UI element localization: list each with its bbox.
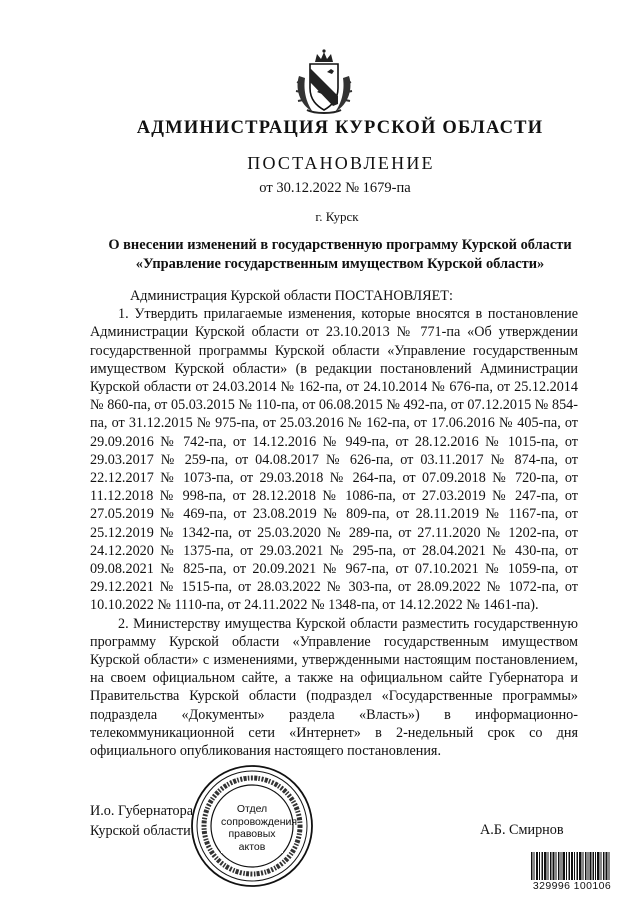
signer-position: [90, 801, 193, 841]
document-body: [90, 287, 578, 760]
coat-of-arms-emblem-icon: [293, 48, 355, 116]
organization-title: АДМИНИСТРАЦИЯ КУРСКОЙ ОБЛАСТИ: [136, 118, 544, 138]
stamp-line-1: Отдел: [236, 803, 268, 815]
subject-line-2: «Управление государственным имуществом Курской области»: [135, 256, 545, 272]
subject-line-1: О внесении изменений в государственную программу Курской области: [108, 237, 572, 253]
clause-2-paragraph: 2. Министерству имущества Курской области разместить государственную программу Курской области «Управление государственным имуществом Курской области» с изменениями, утвержденными настоящим постановлением, на своем официальном сайте, а также на официальном сайте Губернатора и Правительства Курской области (подраздел «Государственные программы» подраздела «Документы» раздела «Власть») в информационно-телекоммуникационной сети «Интернет» в 2-недельный срок со дня официального опубликования настоящего постановления.: [90, 615, 578, 760]
stamp-line-3: правовых: [228, 828, 276, 840]
signer-name: А.Б. Смирнов: [480, 822, 564, 838]
document-type: ПОСТАНОВЛЕНИЕ: [247, 153, 435, 173]
signer-position-line-1: И.о. Губернатора: [90, 803, 193, 819]
document-city: г. Курск: [315, 209, 359, 224]
signer-position-line-2: Курской области: [90, 823, 191, 839]
document-subject: [92, 236, 588, 274]
document-date-number: от 30.12.2022 № 1679-па: [259, 180, 411, 196]
barcode-icon: [531, 852, 611, 880]
stamp-label: [221, 803, 298, 853]
stamp-line-4: актов: [238, 840, 266, 853]
clause-1-paragraph: 1. Утвердить прилагаемые изменения, которые вносятся в постановление Администрации Курской области от 23.10.2013 № 771-па «Об утверждении государственной программы Курской области «Управление государственным имуществом Курской области» (в редакции постановлений Администрации Курской области от 24.03.2014 № 162-па, от 24.10.2014 № 676-па, от 25.12.2014 № 860-па, от 05.03.2015 № 110-па, от 06.08.2015 № 492-па, от 07.12.2015 № 854-па, от 31.12.2015 № 975-па, от 25.03.2016 № 162-па, от 17.06.2016 № 405-па, от 29.09.2016 № 742-па, от 14.12.2016 № 949-па, от 28.12.2016 № 1015-па, от 29.03.2017 № 259-па, от 04.08.2017 № 626-па, от 03.11.2017 № 874-па, от 22.12.2017 № 1073-па, от 29.03.2018 № 264-па, от 07.09.2018 № 720-па, от 11.12.2018 № 998-па, от 28.12.2018 № 1086-па, от 27.03.2019 № 247-па, от 27.05.2019 № 469-па, от 23.08.2019 № 809-па, от 28.11.2019 № 1167-па, от 25.12.2019 № 1342-па, от 25.03.2020 № 289-па, от 27.11.2020 № 1202-па, от 24.12.2020 № 1375-па, от 29.03.2021 № 295-па, от 28.04.2021 № 430-па, от 09.08.2021 № 825-па, от 20.09.2021 № 967-па, от 07.10.2021 № 1059-па, от 29.12.2021 № 1515-па, от 28.03.2022 № 303-па, от 28.09.2022 № 1072-па, от 10.10.2022 № 1110-па, от 24.11.2022 № 1348-па, от 14.12.2022 № 1461-па).: [90, 306, 578, 614]
barcode-number: 329996 100106: [532, 880, 612, 892]
stamp-line-2: сопровождения: [221, 815, 298, 828]
preamble-paragraph: Администрация Курской области ПОСТАНОВЛЯЕТ:: [130, 288, 453, 304]
